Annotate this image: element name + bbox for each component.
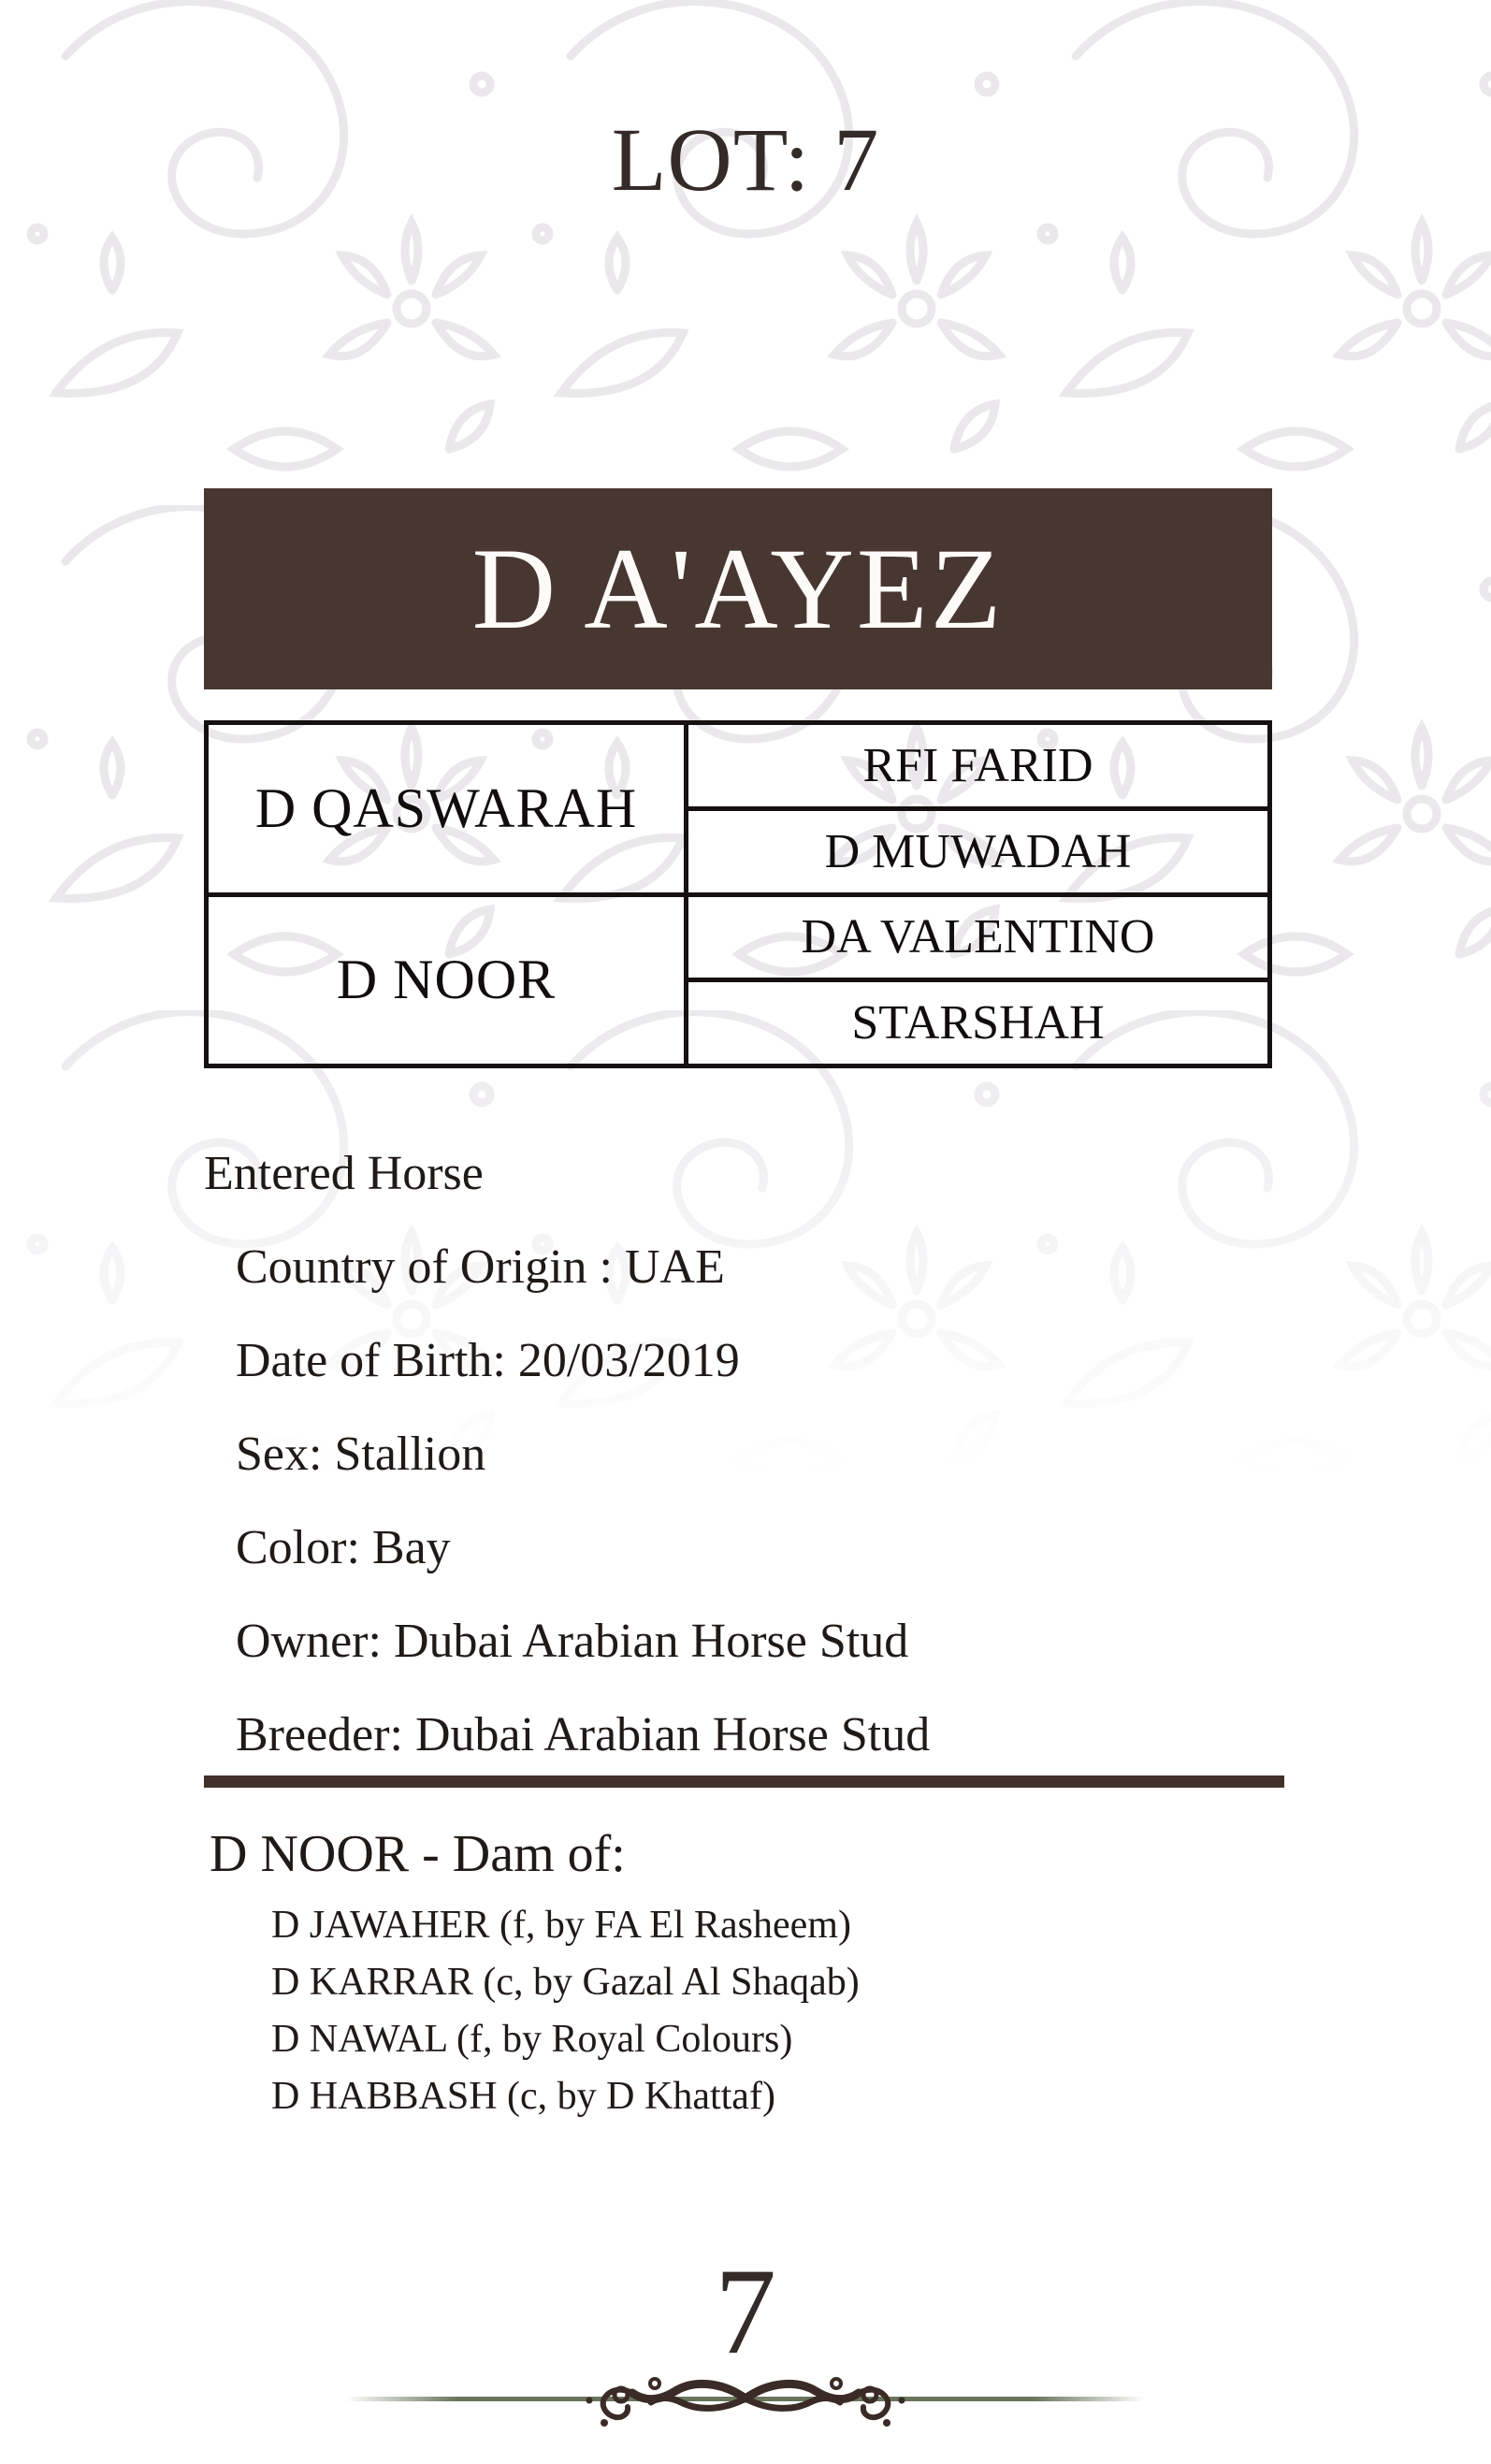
detail-line-country: Country of Origin : UAE (236, 1240, 725, 1294)
dam-produce-item: D KARRAR (c, by Gazal Al Shaqab) (271, 1961, 860, 2004)
detail-line-color: Color: Bay (236, 1521, 451, 1574)
pedigree-sire-sire-cell: RFI FARID (687, 723, 1270, 809)
pedigree-dam-cell: D NOOR (207, 894, 687, 1066)
dam-produce-item: D JAWAHER (f, by FA El Rasheem) (271, 1904, 851, 1947)
pedigree-dam-sire-cell: DA VALENTINO (687, 894, 1270, 980)
dam-produce-item: D NAWAL (f, by Royal Colours) (271, 2018, 793, 2061)
dam-produce-heading: D NOOR - Dam of: (210, 1825, 626, 1883)
pedigree-sire-dam-cell: D MUWADAH (687, 808, 1270, 894)
flourish-scrollwork (586, 2379, 905, 2427)
details-section (204, 1127, 1326, 1782)
section-divider-rule (204, 1776, 1284, 1788)
horse-name-label: D A'AYEZ (471, 524, 1005, 653)
horse-name-banner (204, 488, 1272, 689)
lot-title: LOT: 7 (611, 109, 880, 210)
dam-produce-list (271, 1897, 860, 2125)
page-number: 7 (715, 2242, 776, 2380)
detail-line-owner: Owner: Dubai Arabian Horse Stud (236, 1615, 909, 1668)
dam-produce-item: D HABBASH (c, by D Khattaf) (271, 2075, 775, 2118)
footer-flourish-icon (0, 2374, 1491, 2458)
pedigree-sire-cell: D QASWARAH (207, 723, 687, 895)
table-row (207, 894, 1270, 980)
detail-line-sex: Sex: Stallion (236, 1428, 486, 1481)
pedigree-dam-dam-cell: STARSHAH (687, 980, 1270, 1066)
detail-line-breeder: Breeder: Dubai Arabian Horse Stud (236, 1708, 931, 1761)
details-heading: Entered Horse (204, 1147, 484, 1200)
detail-line-dob: Date of Birth: 20/03/2019 (236, 1334, 740, 1387)
pedigree-table (204, 720, 1272, 1068)
table-row (207, 723, 1270, 809)
